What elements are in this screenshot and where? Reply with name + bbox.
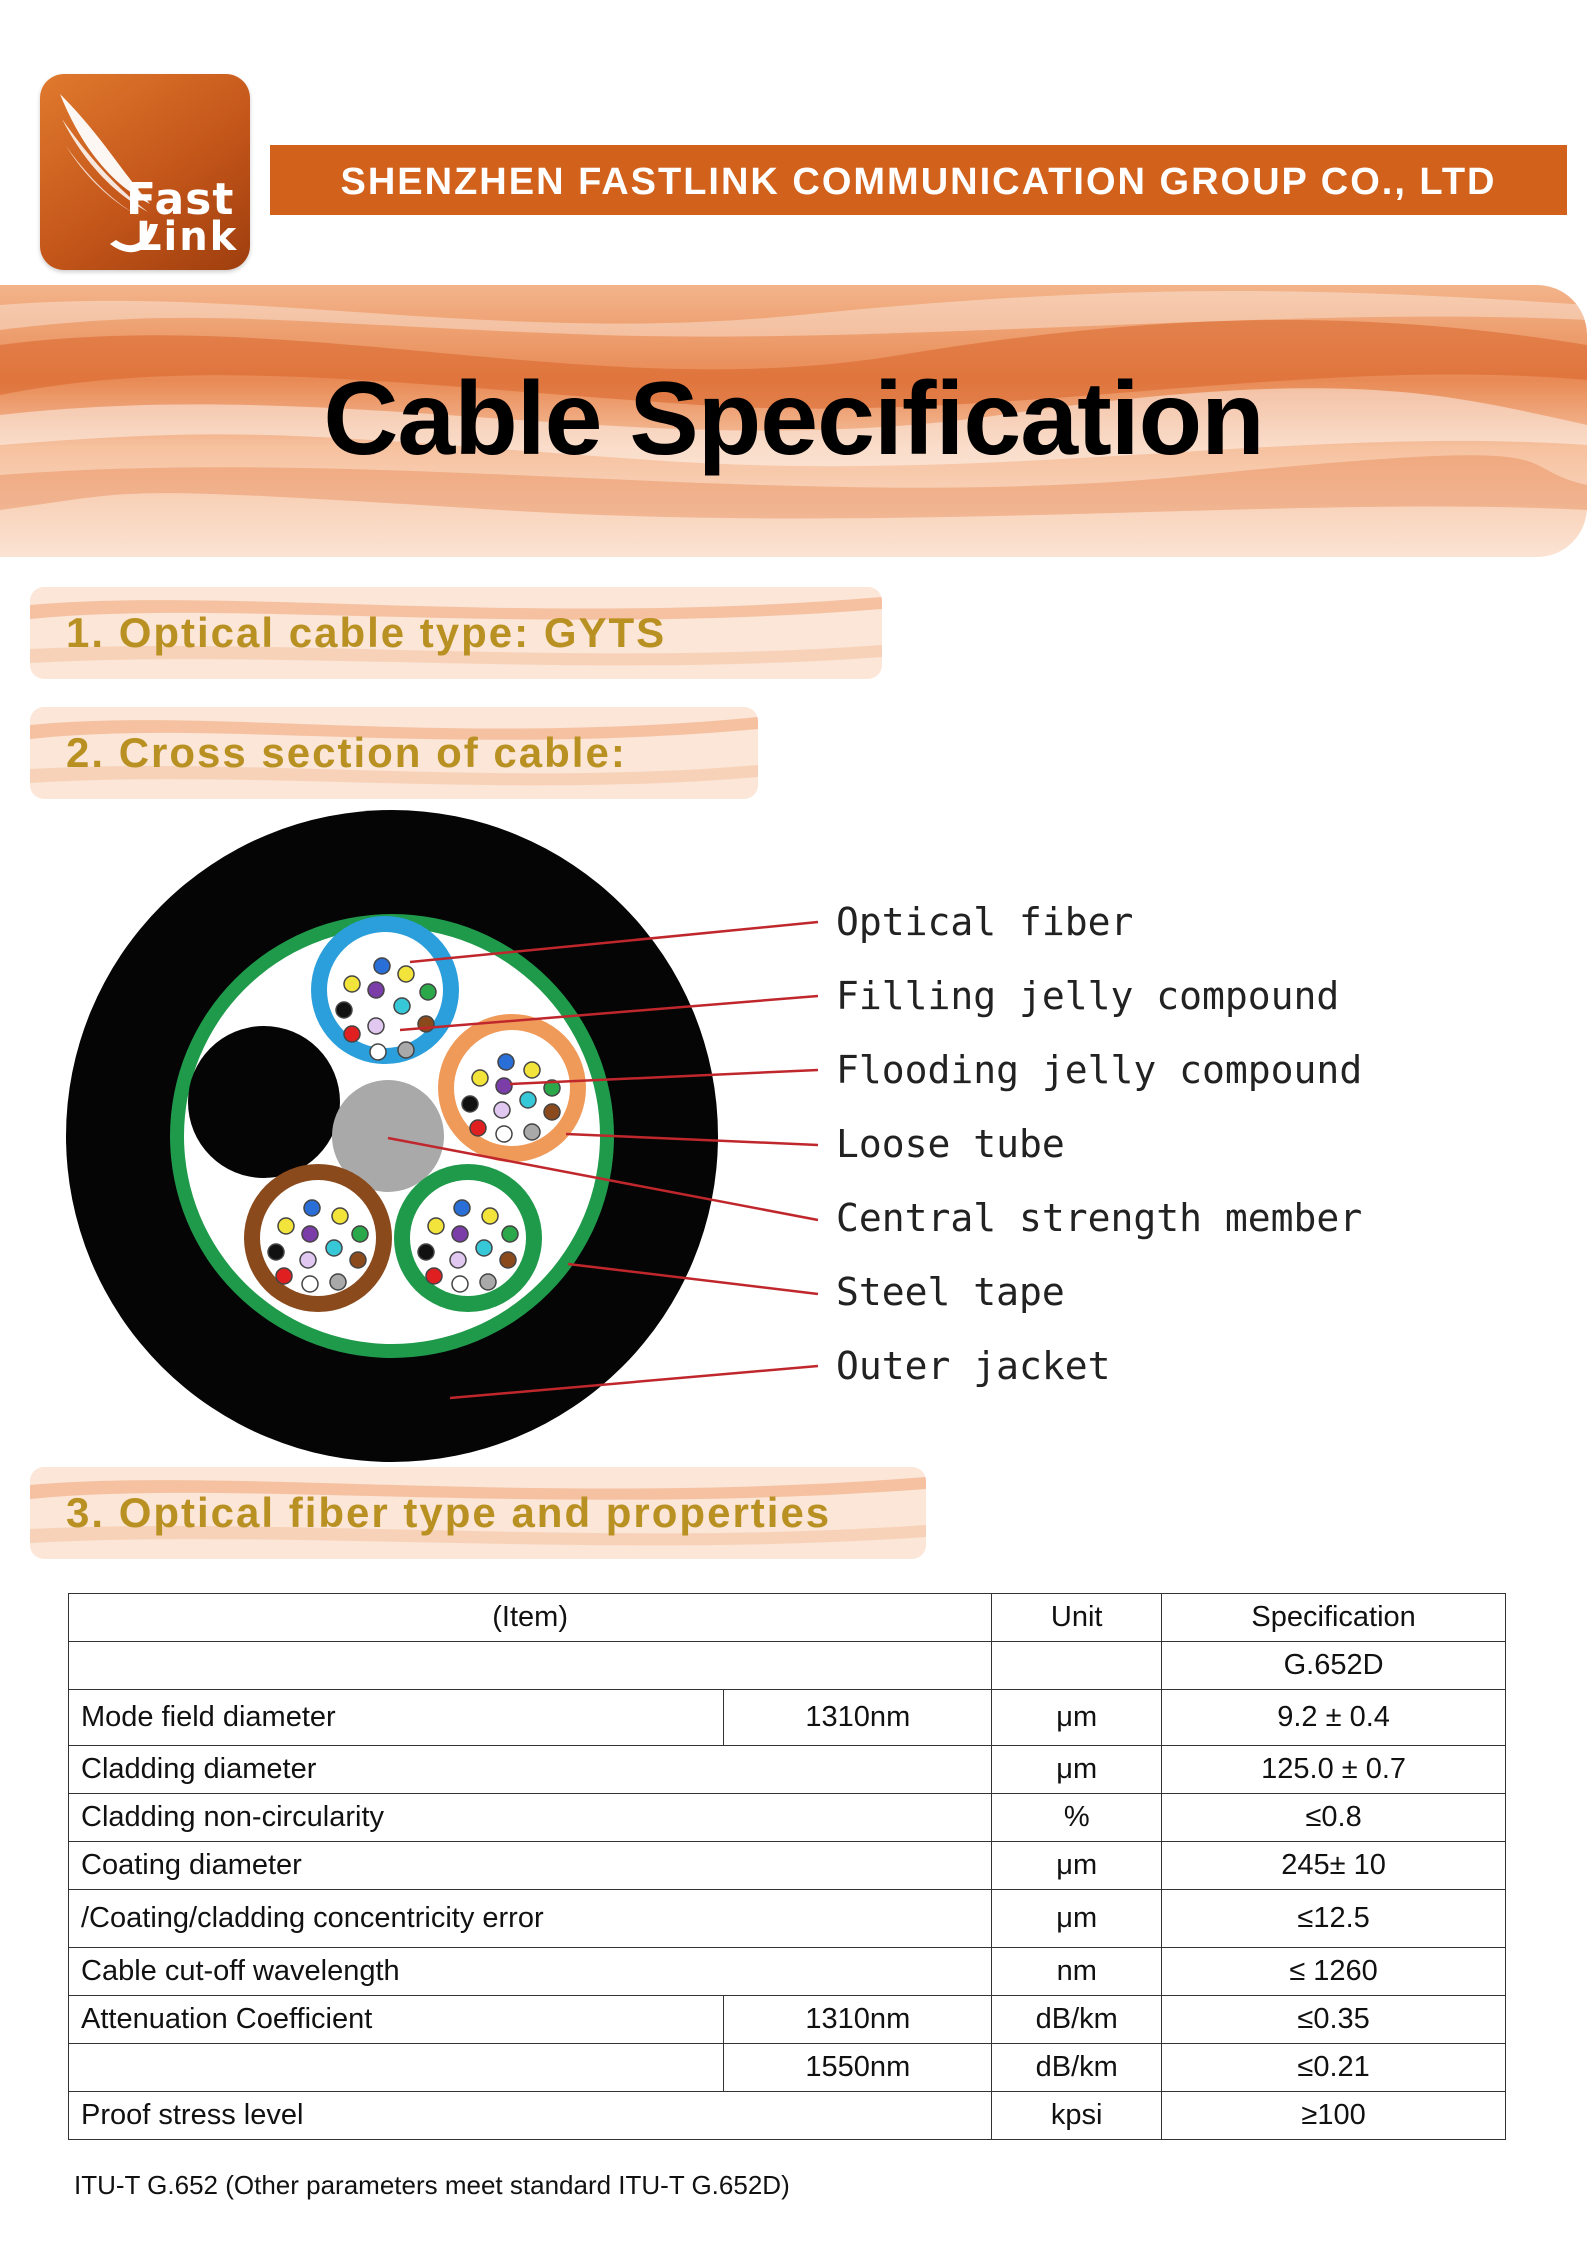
section-heading-1: 1. Optical cable type: GYTS [66, 609, 667, 656]
subheader-spec: G.652D [1162, 1642, 1506, 1690]
row-unit: % [992, 1794, 1162, 1842]
table-row [69, 1890, 1506, 1948]
logo-text-fast: Fast [126, 174, 235, 225]
table-row [69, 2044, 1506, 2092]
row-spec: ≥100 [1162, 2092, 1506, 2140]
table-row [69, 1948, 1506, 1996]
row-unit: μm [992, 1690, 1162, 1746]
section-heading-3: 3. Optical fiber type and properties [66, 1489, 832, 1536]
cable-cross-section-icon [0, 800, 1587, 1480]
page-title: Cable Specification [323, 361, 1264, 477]
company-logo [40, 74, 250, 270]
row-spec: ≤0.8 [1162, 1794, 1506, 1842]
row-spec: 9.2 ± 0.4 [1162, 1690, 1506, 1746]
header-item: (Item) [69, 1594, 992, 1642]
section-ribbon-cable-type [30, 587, 882, 679]
row-item: Cable cut-off wavelength [69, 1948, 992, 1996]
header-unit: Unit [992, 1594, 1162, 1642]
table-row [69, 1746, 1506, 1794]
row-item: Cladding non-circularity [69, 1794, 992, 1842]
row-item: /Coating/cladding concentricity error [69, 1890, 992, 1948]
table-cell [992, 1642, 1162, 1690]
row-unit: nm [992, 1948, 1162, 1996]
row-spec: ≤ 1260 [1162, 1948, 1506, 1996]
table-subheader-row [69, 1642, 1506, 1690]
row-condition: 1310nm [724, 1996, 992, 2044]
section-ribbon-fiber-properties [30, 1467, 926, 1559]
row-unit: dB/km [992, 1996, 1162, 2044]
row-spec: 125.0 ± 0.7 [1162, 1746, 1506, 1794]
row-unit: μm [992, 1842, 1162, 1890]
row-condition: 1550nm [724, 2044, 992, 2092]
table-row [69, 1794, 1506, 1842]
label-central-strength-member: Central strength member [836, 1196, 1363, 1240]
table-header-row [69, 1594, 1506, 1642]
row-item [69, 2044, 724, 2092]
row-spec: ≤12.5 [1162, 1890, 1506, 1948]
label-filling-jelly: Filling jelly compound [836, 974, 1340, 1018]
row-item: Mode field diameter [69, 1690, 724, 1746]
row-unit: kpsi [992, 2092, 1162, 2140]
footnote: ITU-T G.652 (Other parameters meet standard ITU-T G.652D) [74, 2170, 790, 2200]
label-steel-tape: Steel tape [836, 1270, 1065, 1314]
cable-cross-section-diagram [0, 800, 1587, 1480]
fiber-specification-table [68, 1593, 1506, 2140]
row-spec: 245± 10 [1162, 1842, 1506, 1890]
row-condition: 1310nm [724, 1690, 992, 1746]
row-item: Coating diameter [69, 1842, 992, 1890]
label-outer-jacket: Outer jacket [836, 1344, 1111, 1388]
row-spec: ≤0.35 [1162, 1996, 1506, 2044]
row-spec: ≤0.21 [1162, 2044, 1506, 2092]
table-cell [69, 1642, 992, 1690]
row-item: Cladding diameter [69, 1746, 992, 1794]
section-heading-2: 2. Cross section of cable: [66, 729, 627, 776]
header-spec: Specification [1162, 1594, 1506, 1642]
row-unit: μm [992, 1746, 1162, 1794]
table-row [69, 1842, 1506, 1890]
label-optical-fiber: Optical fiber [836, 900, 1134, 944]
company-name: SHENZHEN FASTLINK COMMUNICATION GROUP CO., LTD [340, 161, 1497, 203]
row-unit: μm [992, 1890, 1162, 1948]
row-item: Attenuation Coefficient [69, 1996, 724, 2044]
title-banner [0, 285, 1587, 557]
label-loose-tube: Loose tube [836, 1122, 1065, 1166]
logo-text-link: Link [136, 214, 239, 260]
table-row [69, 1996, 1506, 2044]
table-row [69, 1690, 1506, 1746]
row-unit: dB/km [992, 2044, 1162, 2092]
table-row [69, 2092, 1506, 2140]
company-header-bar [270, 145, 1567, 215]
row-item: Proof stress level [69, 2092, 992, 2140]
section-ribbon-cross-section [30, 707, 758, 799]
label-flooding-jelly: Flooding jelly compound [836, 1048, 1363, 1092]
